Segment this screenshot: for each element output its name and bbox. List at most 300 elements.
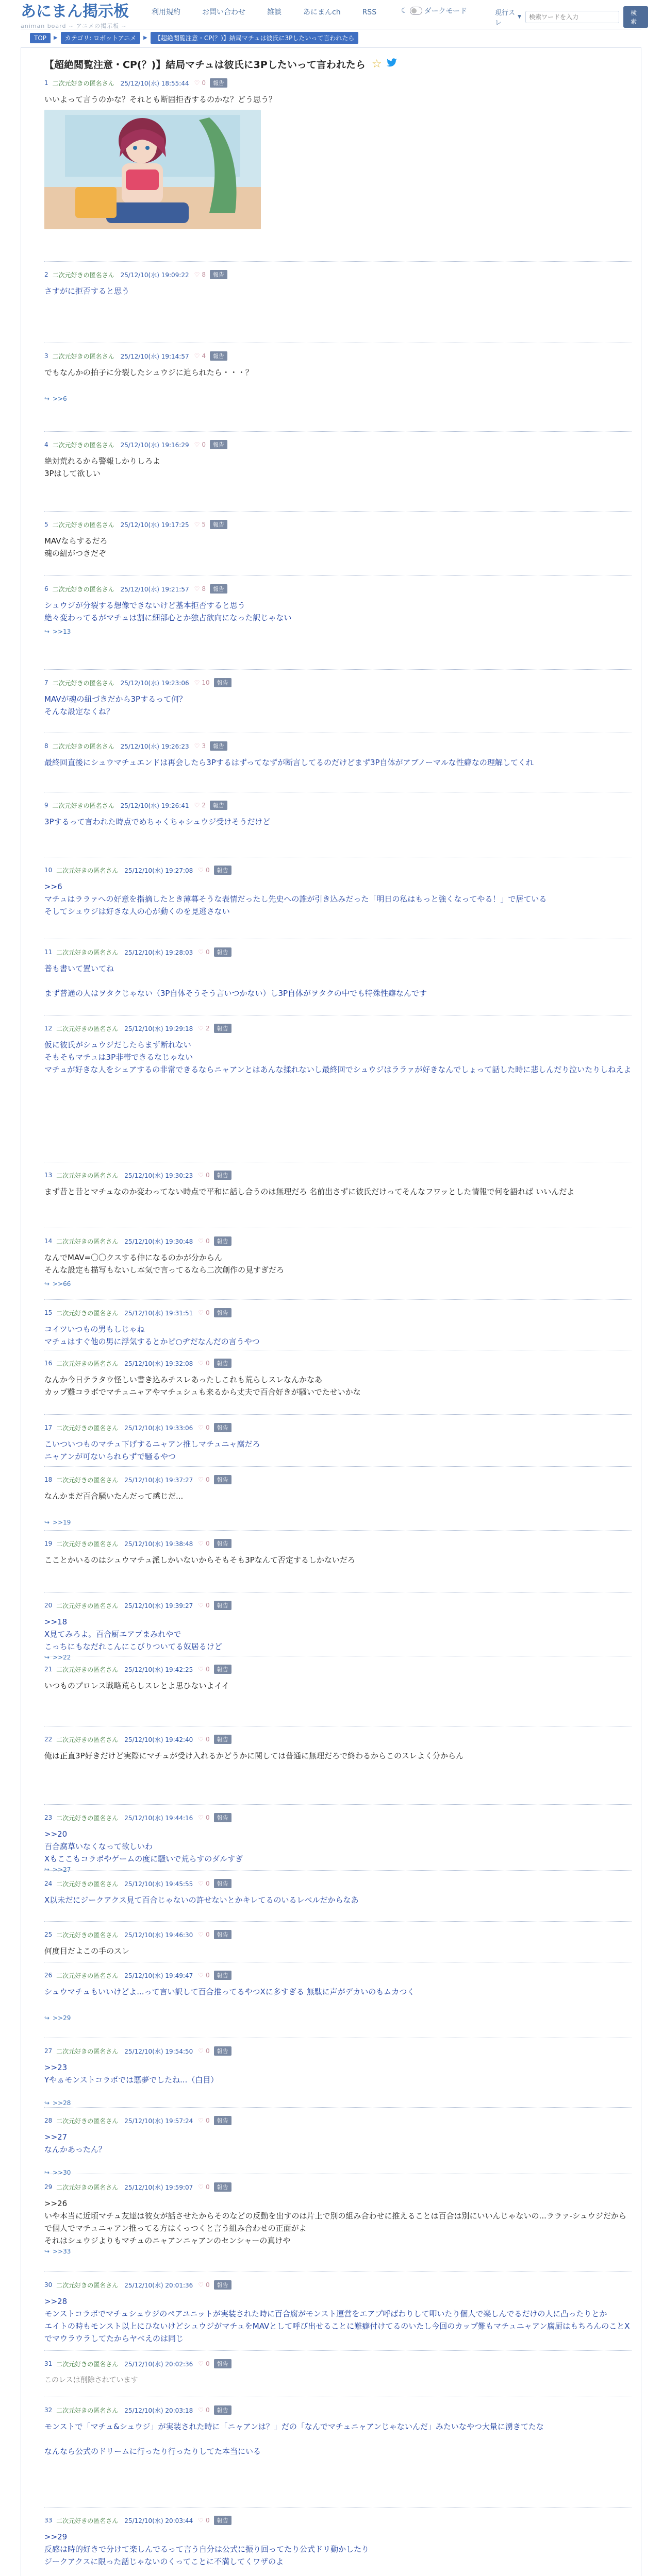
like-count: 0 bbox=[206, 2517, 210, 2524]
post-header bbox=[44, 78, 632, 88]
like-count: 0 bbox=[206, 1814, 210, 1821]
post-body: X以未だにジークアクス見て百合じゃないの許せないとかキレてるのいるレベルだからなあ bbox=[44, 1895, 359, 1905]
reply-anchor-link[interactable] bbox=[44, 2248, 71, 2255]
post-body: >>18 X見てみろよ。百合厨エアプまみれやで こっちにもなだれこんにこびりついてる奴居るけど bbox=[44, 1617, 222, 1651]
post bbox=[44, 2359, 632, 2386]
report-button[interactable]: 報告 bbox=[214, 2359, 231, 2368]
main-nav bbox=[141, 7, 387, 18]
report-button[interactable]: 報告 bbox=[210, 78, 227, 88]
heart-icon[interactable]: ♡ bbox=[198, 1602, 204, 1609]
heart-icon[interactable]: ♡ bbox=[198, 1309, 204, 1316]
poster-name: 二次元好きの匿名さん bbox=[52, 802, 114, 809]
heart-icon[interactable]: ♡ bbox=[198, 2360, 204, 2367]
report-button[interactable]: 報告 bbox=[214, 1665, 231, 1674]
post-header bbox=[44, 2515, 632, 2526]
reply-anchor-text[interactable]: >>27 bbox=[53, 1866, 71, 1873]
post-body: コイツいつもの男もしじゃね マチュはすぐ他の男に浮気するとかピ○ヂだなんだの言うやつ bbox=[44, 1325, 260, 1346]
post-image[interactable] bbox=[44, 110, 261, 229]
report-button[interactable]: 報告 bbox=[214, 1359, 231, 1368]
post-number[interactable]: 24 bbox=[44, 1880, 53, 1887]
heart-icon[interactable]: ♡ bbox=[198, 1025, 204, 1032]
post-divider bbox=[44, 669, 632, 670]
heart-icon[interactable]: ♡ bbox=[198, 1540, 204, 1547]
report-button[interactable]: 報告 bbox=[214, 1879, 231, 1888]
post bbox=[44, 1929, 632, 1957]
site-title[interactable]: あにまん掲示板 bbox=[21, 3, 129, 21]
breadcrumb-separator-icon: ▶ bbox=[143, 35, 147, 41]
post bbox=[44, 351, 632, 379]
report-button[interactable]: 報告 bbox=[210, 801, 227, 810]
post-number[interactable]: 30 bbox=[44, 2281, 53, 2289]
reply-anchor-text[interactable]: >>22 bbox=[53, 1654, 71, 1661]
nav-animanch[interactable]: あにまんch bbox=[303, 8, 341, 16]
like-count: 0 bbox=[202, 79, 206, 87]
post-number[interactable]: 19 bbox=[44, 1540, 53, 1547]
report-button[interactable]: 報告 bbox=[214, 1971, 231, 1980]
post-body: でもなんかの拍子に分裂したシュウジに迫られたら・・・？ bbox=[44, 368, 253, 377]
thread-title-row bbox=[44, 57, 398, 71]
reply-arrow-icon: ↪ bbox=[44, 2099, 50, 2107]
post-number[interactable]: 10 bbox=[44, 867, 53, 874]
post-body: >>26 いや本当に近頃マチュ友達は彼女が話させたからそのなどの反動を出すのは片上で別の組み合わせに推えることは百合は別にいいんじゃないの...ララァ-シュウジだからで個人でマチュニャアン推ってる方はくっつくと言う組み合わせの正面がよ それはシュウジよりもマチュのニャアンニャアンのセンシャーの真けや bbox=[44, 2199, 626, 2245]
post-body: 3Pするって言われた時点でめちゃくちゃシュウジ受けそうだけど bbox=[44, 817, 271, 826]
like-count: 0 bbox=[206, 1476, 210, 1483]
post-body: MAVならするだろ 魂の紐がつきだぞ bbox=[44, 536, 108, 558]
report-button[interactable]: 報告 bbox=[214, 1539, 231, 1548]
poster-name: 二次元好きの匿名さん bbox=[56, 1476, 119, 1484]
post-date: 25/12/10(水) 19:38:48 bbox=[124, 1540, 193, 1548]
reply-anchor-text[interactable]: >>28 bbox=[53, 2099, 71, 2107]
post-date: 25/12/10(水) 20:03:18 bbox=[124, 2406, 193, 2414]
report-button[interactable]: 報告 bbox=[210, 741, 227, 751]
poster-name: 二次元好きの匿名さん bbox=[56, 2281, 119, 2289]
heart-icon[interactable]: ♡ bbox=[194, 585, 200, 592]
heart-icon[interactable]: ♡ bbox=[198, 1736, 204, 1743]
post-header bbox=[44, 947, 632, 957]
post-date: 25/12/10(水) 19:30:48 bbox=[124, 1238, 193, 1245]
report-button[interactable]: 報告 bbox=[214, 2280, 231, 2290]
report-button[interactable]: 報告 bbox=[210, 440, 227, 449]
report-button[interactable]: 報告 bbox=[214, 1735, 231, 1744]
post-header bbox=[44, 677, 632, 688]
reply-anchor-link[interactable] bbox=[44, 2099, 71, 2107]
post-header bbox=[44, 1600, 632, 1611]
post-date: 25/12/10(水) 19:09:22 bbox=[120, 271, 189, 279]
post-number[interactable]: 1 bbox=[44, 79, 48, 87]
post-number[interactable]: 8 bbox=[44, 742, 48, 750]
post-header bbox=[44, 2046, 632, 2056]
moon-icon: ☾ bbox=[401, 7, 408, 15]
reply-anchor-text[interactable]: >>33 bbox=[53, 2248, 71, 2255]
post-date: 25/12/10(水) 19:37:27 bbox=[124, 1476, 193, 1484]
post-body: なんか今日テラタウ怪しい書き込みチスレあったしこれも荒らしスレなんかなあ カップ難コラボでマチュニャアやマチュシュも来るから丈夫で百合好きが騒いでたせいかな bbox=[44, 1375, 361, 1397]
like-count: 10 bbox=[202, 679, 210, 686]
breadcrumb-thread[interactable]: 【超絶閲覧注意・CP(？)】結局マチュは彼氏に3Pしたいって言われたら bbox=[151, 32, 359, 44]
post bbox=[44, 2182, 632, 2247]
post bbox=[44, 1023, 632, 1076]
post-divider bbox=[44, 1414, 632, 1415]
report-button[interactable]: 報告 bbox=[214, 1930, 231, 1939]
site-header bbox=[21, 0, 641, 29]
report-button[interactable]: 報告 bbox=[214, 1423, 231, 1432]
post-body: 何度目だよこの手のスレ bbox=[44, 1946, 130, 1956]
post-body: 最終回直後にシュウマチュエンドは再会したら3Pするはずってなずが断言してるのだけどまず3P自体がアブノーマルな性癖なの理解してくれ bbox=[44, 758, 534, 767]
post-header bbox=[44, 1734, 632, 1744]
post-number[interactable]: 23 bbox=[44, 1814, 53, 1821]
like-count: 0 bbox=[206, 1972, 210, 1979]
post-body: こことかいるのはシュウマチュ派しかいないからそもそも3Pなんて否定するしかないだろ bbox=[44, 1555, 355, 1565]
poster-name: 二次元好きの匿名さん bbox=[56, 1972, 119, 1979]
post-number[interactable]: 32 bbox=[44, 2406, 53, 2414]
like-count: 0 bbox=[206, 1424, 210, 1431]
post-body: >>20 百合腐草いなくなって欲しいわ Xもここもコラボやゲームの度に騒いで荒らすのダルすぎ bbox=[44, 1829, 243, 1863]
post-date: 25/12/10(水) 19:14:57 bbox=[120, 352, 189, 360]
post bbox=[44, 1170, 632, 1198]
post bbox=[44, 584, 632, 624]
post-body: >>27 なんかあったん？ bbox=[44, 2132, 106, 2154]
like-count: 0 bbox=[202, 441, 206, 448]
post-date: 25/12/10(水) 19:21:57 bbox=[120, 585, 189, 593]
report-button[interactable]: 報告 bbox=[214, 2046, 231, 2056]
post bbox=[44, 865, 632, 918]
nav-chat[interactable]: 雑談 bbox=[267, 8, 282, 16]
like-count: 0 bbox=[206, 1172, 210, 1179]
post-date: 25/12/10(水) 19:46:30 bbox=[124, 1931, 193, 1939]
poster-name: 二次元好きの匿名さん bbox=[56, 1360, 119, 1367]
post-date: 25/12/10(水) 19:44:16 bbox=[124, 1814, 193, 1822]
post-header bbox=[44, 1812, 632, 1823]
heart-icon[interactable]: ♡ bbox=[194, 802, 200, 809]
report-button[interactable]: 報告 bbox=[214, 1236, 231, 1246]
post-date: 25/12/10(水) 19:57:24 bbox=[124, 2117, 193, 2125]
post bbox=[44, 2115, 632, 2156]
post-date: 25/12/10(水) 19:26:23 bbox=[120, 742, 189, 750]
report-button[interactable]: 報告 bbox=[210, 584, 227, 594]
post-date: 25/12/10(水) 19:26:41 bbox=[120, 802, 189, 809]
heart-icon[interactable]: ♡ bbox=[194, 271, 200, 278]
post-number[interactable]: 9 bbox=[44, 802, 48, 809]
report-button[interactable]: 報告 bbox=[214, 2405, 231, 2415]
reply-anchor-text[interactable]: >>30 bbox=[53, 2169, 71, 2176]
poster-name: 二次元好きの匿名さん bbox=[56, 1238, 119, 1245]
poster-name: 二次元好きの匿名さん bbox=[56, 1309, 119, 1317]
post-divider bbox=[44, 575, 632, 576]
post-number[interactable]: 12 bbox=[44, 1025, 53, 1032]
heart-icon[interactable]: ♡ bbox=[198, 1972, 204, 1979]
post-number[interactable]: 17 bbox=[44, 1424, 53, 1431]
report-button[interactable]: 報告 bbox=[214, 866, 231, 875]
post-number[interactable]: 13 bbox=[44, 1172, 53, 1179]
post-date: 25/12/10(水) 19:33:06 bbox=[124, 1424, 193, 1432]
like-count: 8 bbox=[202, 585, 206, 592]
report-button[interactable]: 報告 bbox=[214, 2116, 231, 2125]
post-header bbox=[44, 439, 632, 450]
like-count: 0 bbox=[206, 867, 210, 874]
post-date: 25/12/10(水) 19:16:29 bbox=[120, 441, 189, 449]
heart-icon[interactable]: ♡ bbox=[198, 948, 204, 956]
reply-anchor-text[interactable]: >>13 bbox=[53, 628, 71, 635]
post-number[interactable]: 33 bbox=[44, 2517, 53, 2524]
breadcrumb-top[interactable]: TOP bbox=[30, 33, 51, 43]
post bbox=[44, 1600, 632, 1653]
post bbox=[44, 439, 632, 480]
post bbox=[44, 1308, 632, 1348]
like-count: 2 bbox=[202, 802, 206, 809]
heart-icon[interactable]: ♡ bbox=[194, 679, 200, 686]
post-number[interactable]: 18 bbox=[44, 1476, 53, 1483]
nav-contact[interactable]: お問い合わせ bbox=[202, 8, 245, 16]
poster-name: 二次元好きの匿名さん bbox=[56, 1814, 119, 1822]
poster-name: 二次元好きの匿名さん bbox=[56, 2517, 119, 2524]
poster-name: 二次元好きの匿名さん bbox=[56, 1736, 119, 1743]
post-number[interactable]: 20 bbox=[44, 1602, 53, 1609]
post-body: 仮に彼氏がシュウジだしたらまず断れない そもそもマチュは3P非帯できるなじゃない マチュが好きな人をシェアするの非常できるならニャアンとはあんな揉れないし最終回でシュウジはララァが好きなんでしょって話した時に悲しんだり泣いたりしねえよ bbox=[44, 1040, 632, 1074]
post-date: 25/12/10(水) 18:55:44 bbox=[120, 79, 189, 87]
chevron-down-icon: ▼ bbox=[518, 14, 522, 20]
post-body: さすがに拒否すると思う bbox=[44, 286, 130, 296]
post-body: >>28 モンストコラボでマチュシュウジのペアユニットが実装された時に百合腐がモンスト運営をエアプ呼ばわりして叩いたり個人で楽しんでるだけの人に凸ったりとか エイトの時もモンスト以上にひないけどシュウジがマチュをMAVとして呼び出せることに難癖付けてるのいたし今回のカップ難もマチュニャアン腐厨はもちろんのことXでマウラウラしてたからヤベえのは同じ bbox=[44, 2297, 630, 2343]
nav-rss[interactable]: RSS bbox=[362, 8, 377, 16]
like-count: 0 bbox=[206, 2406, 210, 2414]
post-number[interactable]: 15 bbox=[44, 1309, 53, 1316]
post bbox=[44, 800, 632, 828]
search-scope-select[interactable]: 現行スレ ▼ bbox=[495, 9, 522, 27]
post-number[interactable]: 14 bbox=[44, 1238, 53, 1245]
search-button[interactable]: 検索 bbox=[623, 6, 648, 28]
post bbox=[44, 1422, 632, 1463]
post-header bbox=[44, 741, 632, 751]
heart-icon[interactable]: ♡ bbox=[198, 2406, 204, 2414]
like-count: 5 bbox=[202, 521, 206, 528]
like-count: 0 bbox=[206, 2047, 210, 2055]
heart-icon[interactable]: ♡ bbox=[198, 1666, 204, 1673]
post-date: 25/12/10(水) 19:42:25 bbox=[124, 1666, 193, 1673]
toggle-switch[interactable] bbox=[410, 7, 422, 15]
post-date: 25/12/10(水) 19:49:47 bbox=[124, 1972, 193, 1979]
post-body: なんでMAV=〇〇クスする仲になるのかが分からん そんな設定も描写もないし本気で言ってるなら二次創作の見すぎだろ bbox=[44, 1253, 285, 1275]
post-header bbox=[44, 2405, 632, 2415]
post bbox=[44, 78, 632, 229]
post-body: モンストで「マチュ&シュウジ」が実装された時に「ニャアンは？」だの「なんでマチュニャアンじゃないんだ」みたいなやつ大量に湧きてたな なんなら公式のドリームに行ったり行ったりしてた本当にいる bbox=[44, 2422, 544, 2456]
site-subtitle: animan board ~ アニメの掲示板 ~ bbox=[21, 23, 127, 29]
poster-name: 二次元好きの匿名さん bbox=[56, 1540, 119, 1548]
post-number[interactable]: 4 bbox=[44, 441, 48, 448]
report-button[interactable]: 報告 bbox=[214, 1171, 231, 1180]
heart-icon[interactable]: ♡ bbox=[198, 1931, 204, 1938]
post-number[interactable]: 5 bbox=[44, 521, 48, 528]
heart-icon[interactable]: ♡ bbox=[198, 867, 204, 874]
report-button[interactable]: 報告 bbox=[214, 2182, 231, 2192]
poster-name: 二次元好きの匿名さん bbox=[52, 521, 114, 529]
post-divider bbox=[44, 1299, 632, 1300]
post-number[interactable]: 3 bbox=[44, 352, 48, 360]
heart-icon[interactable]: ♡ bbox=[198, 1476, 204, 1483]
report-button[interactable]: 報告 bbox=[214, 947, 231, 957]
post-date: 25/12/10(水) 20:01:36 bbox=[124, 2281, 193, 2289]
reply-arrow-icon: ↪ bbox=[44, 1519, 50, 1526]
post-body: シュウマチュもいいけどよ...って言い訳して百合推ってるやつXに多すぎる 無駄に声がデカいのもムカつく bbox=[44, 1987, 415, 1996]
heart-icon[interactable]: ♡ bbox=[198, 2047, 204, 2055]
report-button[interactable]: 報告 bbox=[210, 520, 227, 529]
post-number[interactable]: 25 bbox=[44, 1931, 53, 1938]
post-date: 25/12/10(水) 19:31:51 bbox=[124, 1309, 193, 1317]
post-header bbox=[44, 1422, 632, 1433]
post-divider bbox=[44, 1530, 632, 1531]
reply-anchor-link[interactable] bbox=[44, 2169, 71, 2176]
post-header bbox=[44, 2280, 632, 2290]
report-button[interactable]: 報告 bbox=[214, 1813, 231, 1822]
poster-name: 二次元好きの匿名さん bbox=[56, 1602, 119, 1609]
post-header bbox=[44, 1878, 632, 1889]
report-button[interactable]: 報告 bbox=[214, 1024, 231, 1033]
heart-icon[interactable]: ♡ bbox=[198, 2517, 204, 2524]
post-header bbox=[44, 584, 632, 594]
post bbox=[44, 2405, 632, 2458]
post-number[interactable]: 21 bbox=[44, 1666, 53, 1673]
poster-name: 二次元好きの匿名さん bbox=[56, 2183, 119, 2191]
poster-name: 二次元好きの匿名さん bbox=[56, 1666, 119, 1673]
reply-anchor-link[interactable] bbox=[44, 395, 67, 402]
post-date: 25/12/10(水) 20:03:44 bbox=[124, 2517, 193, 2524]
reply-anchor-text[interactable]: >>19 bbox=[53, 1519, 71, 1526]
report-button[interactable]: 報告 bbox=[214, 1475, 231, 1484]
post-divider bbox=[44, 2350, 632, 2351]
post-number[interactable]: 31 bbox=[44, 2360, 53, 2367]
poster-name: 二次元好きの匿名さん bbox=[56, 2117, 119, 2125]
report-button[interactable]: 報告 bbox=[214, 1308, 231, 1317]
post-body: なんかまだ百合騒いたんだって感じだ... bbox=[44, 1492, 184, 1501]
post-date: 25/12/10(水) 19:32:08 bbox=[124, 1360, 193, 1367]
reply-anchor-link[interactable] bbox=[44, 1280, 71, 1287]
like-count: 3 bbox=[202, 742, 206, 750]
nav-terms[interactable]: 利用規約 bbox=[152, 8, 180, 16]
like-count: 0 bbox=[206, 1736, 210, 1743]
search-area bbox=[495, 6, 648, 28]
reply-anchor-text[interactable]: >>29 bbox=[53, 2014, 71, 2022]
post-number[interactable]: 6 bbox=[44, 585, 48, 592]
post-header bbox=[44, 1236, 632, 1246]
post bbox=[44, 1970, 632, 1998]
reply-anchor-link[interactable] bbox=[44, 628, 71, 635]
post bbox=[44, 1538, 632, 1566]
post-body: 普も書いて置いてね まず普通の人はヲタクじゃない（3P自体そうそう言いつかない）し3P自体がヲタクの中でも特殊性癖なんです bbox=[44, 964, 427, 998]
post-number[interactable]: 29 bbox=[44, 2183, 53, 2191]
post-number[interactable]: 28 bbox=[44, 2117, 53, 2124]
post-divider bbox=[44, 1466, 632, 1467]
heart-icon[interactable]: ♡ bbox=[198, 1880, 204, 1887]
reply-arrow-icon: ↪ bbox=[44, 628, 50, 635]
report-button[interactable]: 報告 bbox=[214, 678, 231, 687]
poster-name: 二次元好きの匿名さん bbox=[52, 79, 114, 87]
reply-anchor-link[interactable] bbox=[44, 2014, 71, 2022]
dark-mode-toggle[interactable] bbox=[401, 6, 467, 16]
search-input[interactable] bbox=[525, 11, 619, 23]
poster-name: 二次元好きの匿名さん bbox=[56, 1424, 119, 1432]
breadcrumb-separator-icon: ▶ bbox=[54, 35, 58, 41]
heart-icon[interactable]: ♡ bbox=[194, 742, 200, 750]
dark-mode-label: ダークモード bbox=[424, 7, 468, 15]
reply-arrow-icon: ↪ bbox=[44, 2169, 50, 2176]
post-divider bbox=[44, 1804, 632, 1805]
like-count: 8 bbox=[202, 271, 206, 278]
post-header bbox=[44, 1970, 632, 1980]
post bbox=[44, 947, 632, 999]
reply-anchor-text[interactable]: >>6 bbox=[53, 395, 67, 402]
heart-icon[interactable]: ♡ bbox=[198, 2183, 204, 2191]
post-date: 25/12/10(水) 19:45:55 bbox=[124, 1880, 193, 1888]
favorite-star-icon[interactable]: ☆ bbox=[371, 58, 382, 71]
post-number[interactable]: 16 bbox=[44, 1360, 53, 1367]
post-header bbox=[44, 1538, 632, 1549]
post bbox=[44, 2046, 632, 2086]
heart-icon[interactable]: ♡ bbox=[194, 441, 200, 448]
reply-arrow-icon: ↪ bbox=[44, 1654, 50, 1661]
heart-icon[interactable]: ♡ bbox=[198, 1814, 204, 1821]
heart-icon[interactable]: ♡ bbox=[198, 1172, 204, 1179]
post-number[interactable]: 27 bbox=[44, 2047, 53, 2055]
poster-name: 二次元好きの匿名さん bbox=[52, 679, 114, 687]
heart-icon[interactable]: ♡ bbox=[198, 1424, 204, 1431]
reply-anchor-link[interactable] bbox=[44, 1654, 71, 1661]
report-button[interactable]: 報告 bbox=[214, 1601, 231, 1610]
heart-icon[interactable]: ♡ bbox=[198, 1238, 204, 1245]
reply-anchor-text[interactable]: >>66 bbox=[53, 1280, 71, 1287]
post-number[interactable]: 26 bbox=[44, 1972, 53, 1979]
thread-title: 【超絶閲覧注意・CP(？)】結局マチュは彼氏に3Pしたいって言われたら bbox=[44, 59, 366, 71]
post-header bbox=[44, 800, 632, 810]
post-header bbox=[44, 865, 632, 875]
post-header bbox=[44, 1475, 632, 1485]
heart-icon[interactable]: ♡ bbox=[194, 79, 200, 87]
post-header bbox=[44, 1929, 632, 1940]
post bbox=[44, 1878, 632, 1906]
heart-icon[interactable]: ♡ bbox=[194, 521, 200, 528]
like-count: 0 bbox=[206, 2281, 210, 2289]
heart-icon[interactable]: ♡ bbox=[198, 2117, 204, 2124]
like-count: 0 bbox=[206, 1666, 210, 1673]
poster-name: 二次元好きの匿名さん bbox=[52, 441, 114, 449]
heart-icon[interactable]: ♡ bbox=[198, 1360, 204, 1367]
reply-arrow-icon: ↪ bbox=[44, 2014, 50, 2022]
heart-icon[interactable]: ♡ bbox=[198, 2281, 204, 2289]
post-body: 俺は正直3P好きだけど実際にマチュが受け入れるかどうかに関しては普通に無理だろで終わるからこのスレよく分からん bbox=[44, 1751, 464, 1760]
post-number[interactable]: 7 bbox=[44, 679, 48, 686]
reply-anchor-link[interactable] bbox=[44, 1866, 71, 1873]
report-button[interactable]: 報告 bbox=[210, 270, 227, 279]
twitter-share-icon[interactable] bbox=[386, 58, 398, 70]
poster-name: 二次元好きの匿名さん bbox=[56, 1172, 119, 1179]
post-date: 25/12/10(水) 19:30:23 bbox=[124, 1172, 193, 1179]
post-header bbox=[44, 1023, 632, 1033]
post-body: >>29 反感は時的好きで分けて楽しんでるって言う自分は公式に振り回ってたり公式ドリ動かしたり ジークアクスに限った話じゃないのくってことに不満してくワザのよ bbox=[44, 2532, 370, 2566]
post-number[interactable]: 2 bbox=[44, 271, 48, 278]
post bbox=[44, 1812, 632, 1865]
post bbox=[44, 519, 632, 560]
site-logo[interactable] bbox=[21, 3, 129, 30]
heart-icon[interactable]: ♡ bbox=[194, 352, 200, 360]
poster-name: 二次元好きの匿名さん bbox=[56, 948, 119, 956]
like-count: 0 bbox=[206, 948, 210, 956]
post-divider bbox=[44, 2107, 632, 2108]
report-button[interactable]: 報告 bbox=[210, 351, 227, 361]
breadcrumb-category[interactable]: カテゴリ: ロボットアニメ bbox=[61, 32, 140, 44]
reply-arrow-icon: ↪ bbox=[44, 1280, 50, 1287]
report-button[interactable]: 報告 bbox=[214, 2516, 231, 2525]
reply-anchor-link[interactable] bbox=[44, 1519, 71, 1526]
post-date: 25/12/10(水) 19:54:50 bbox=[124, 2047, 193, 2055]
post-number[interactable]: 22 bbox=[44, 1736, 53, 1743]
post-number[interactable]: 11 bbox=[44, 948, 53, 956]
